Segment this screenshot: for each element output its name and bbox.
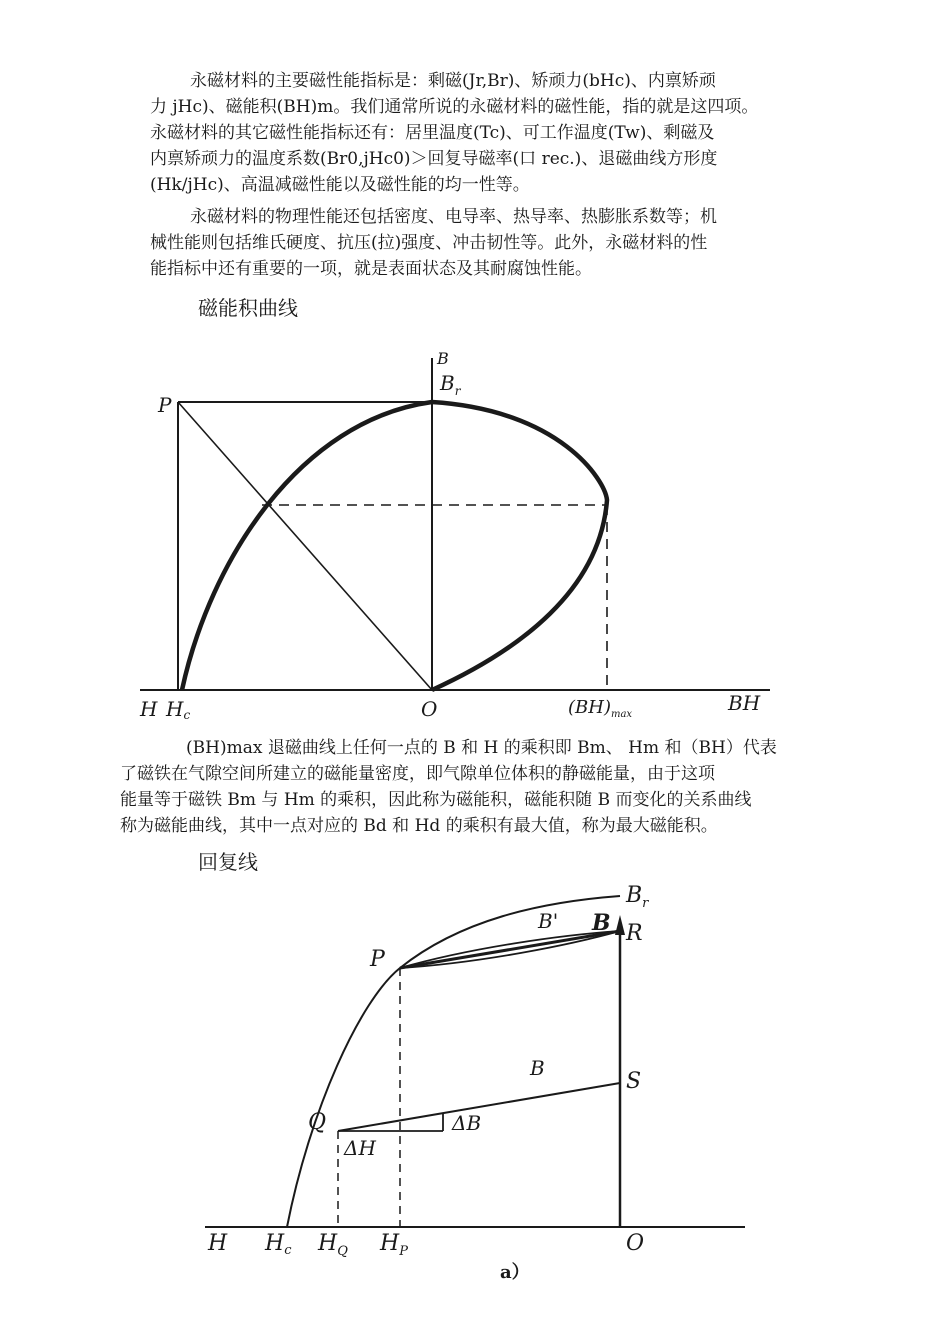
- figure-caption-a: a）: [500, 1262, 530, 1283]
- text-line: 能量等于磁铁 Bm 与 Hm 的乘积，因此称为磁能积，磁能积随 B 而变化的关系曲线: [120, 790, 752, 810]
- label-p: P: [158, 393, 172, 417]
- section-title-energy-product: 磁能积曲线: [198, 296, 298, 320]
- demagnetization-curve: [287, 896, 620, 1227]
- label-hq: $H_Q$: [318, 1231, 348, 1259]
- text-line: (Hk/jHc)、高温减磁性能以及磁性能的均一性等。: [150, 175, 530, 195]
- label-b-axis: B: [437, 349, 449, 368]
- label-p: P: [370, 947, 385, 972]
- label-r: R: [626, 921, 643, 946]
- label-br: $B_r$: [626, 883, 649, 911]
- text-line: 力 jHc)、磁能积(BH)m。我们通常所说的永磁材料的磁性能，指的就是这四项。: [150, 97, 759, 117]
- text-line: 永磁材料的主要磁性能指标是：剩磁(Jr,Br)、矫顽力(bHc)、内禀矫顽: [190, 71, 716, 91]
- text-line: 永磁材料的其它磁性能指标还有：居里温度(Tc)、可工作温度(Tw)、剩磁及: [150, 123, 715, 143]
- label-br: $B_r$: [440, 371, 461, 398]
- label-h: H: [208, 1231, 228, 1256]
- label-hp: $H_P$: [380, 1231, 408, 1259]
- label-bh-axis: BH: [728, 691, 761, 715]
- label-origin: O: [626, 1231, 645, 1256]
- label-q: Q: [308, 1110, 327, 1135]
- text-line: (BH)max 退磁曲线上任何一点的 B 和 H 的乘积即 Bm、 Hm 和（BH）代表: [186, 738, 777, 758]
- text-line: 永磁材料的物理性能还包括密度、电导率、热导率、热膨胀系数等；机: [190, 207, 717, 227]
- text-line: 能指标中还有重要的一项，就是表面状态及其耐腐蚀性能。: [150, 259, 592, 279]
- text-line: 了磁铁在气隙空间所建立的磁能量密度，即气隙单位体积的静磁能量，由于这项: [120, 764, 715, 784]
- label-delta-b: ΔB: [452, 1111, 482, 1135]
- text-line: 称为磁能曲线，其中一点对应的 Bd 和 Hd 的乘积有最大值，称为最大磁能积。: [120, 816, 718, 836]
- label-origin: O: [421, 697, 438, 721]
- label-s: S: [626, 1069, 642, 1094]
- label-b-curve: B: [530, 1056, 545, 1080]
- label-b-prime: B': [538, 909, 559, 933]
- section-title-recoil-line: 回复线: [198, 850, 258, 874]
- text-line: 械性能则包括维氏硬度、抗压(拉)强度、冲击韧性等。此外，永磁材料的性: [150, 233, 708, 253]
- label-h: H: [140, 697, 158, 721]
- label-hc: Hc: [166, 697, 191, 722]
- label-delta-h: ΔH: [344, 1136, 376, 1160]
- label-hc: Hc: [265, 1231, 292, 1258]
- label-bh-max: $(BH)_{max}$: [568, 697, 633, 720]
- label-b-axis: B: [592, 910, 611, 936]
- text-line: 内禀矫顽力的温度系数(Br0,jHc0)＞回复导磁率(口 rec.)、退磁曲线方形度: [150, 149, 718, 169]
- recoil-line-pr: [400, 931, 620, 968]
